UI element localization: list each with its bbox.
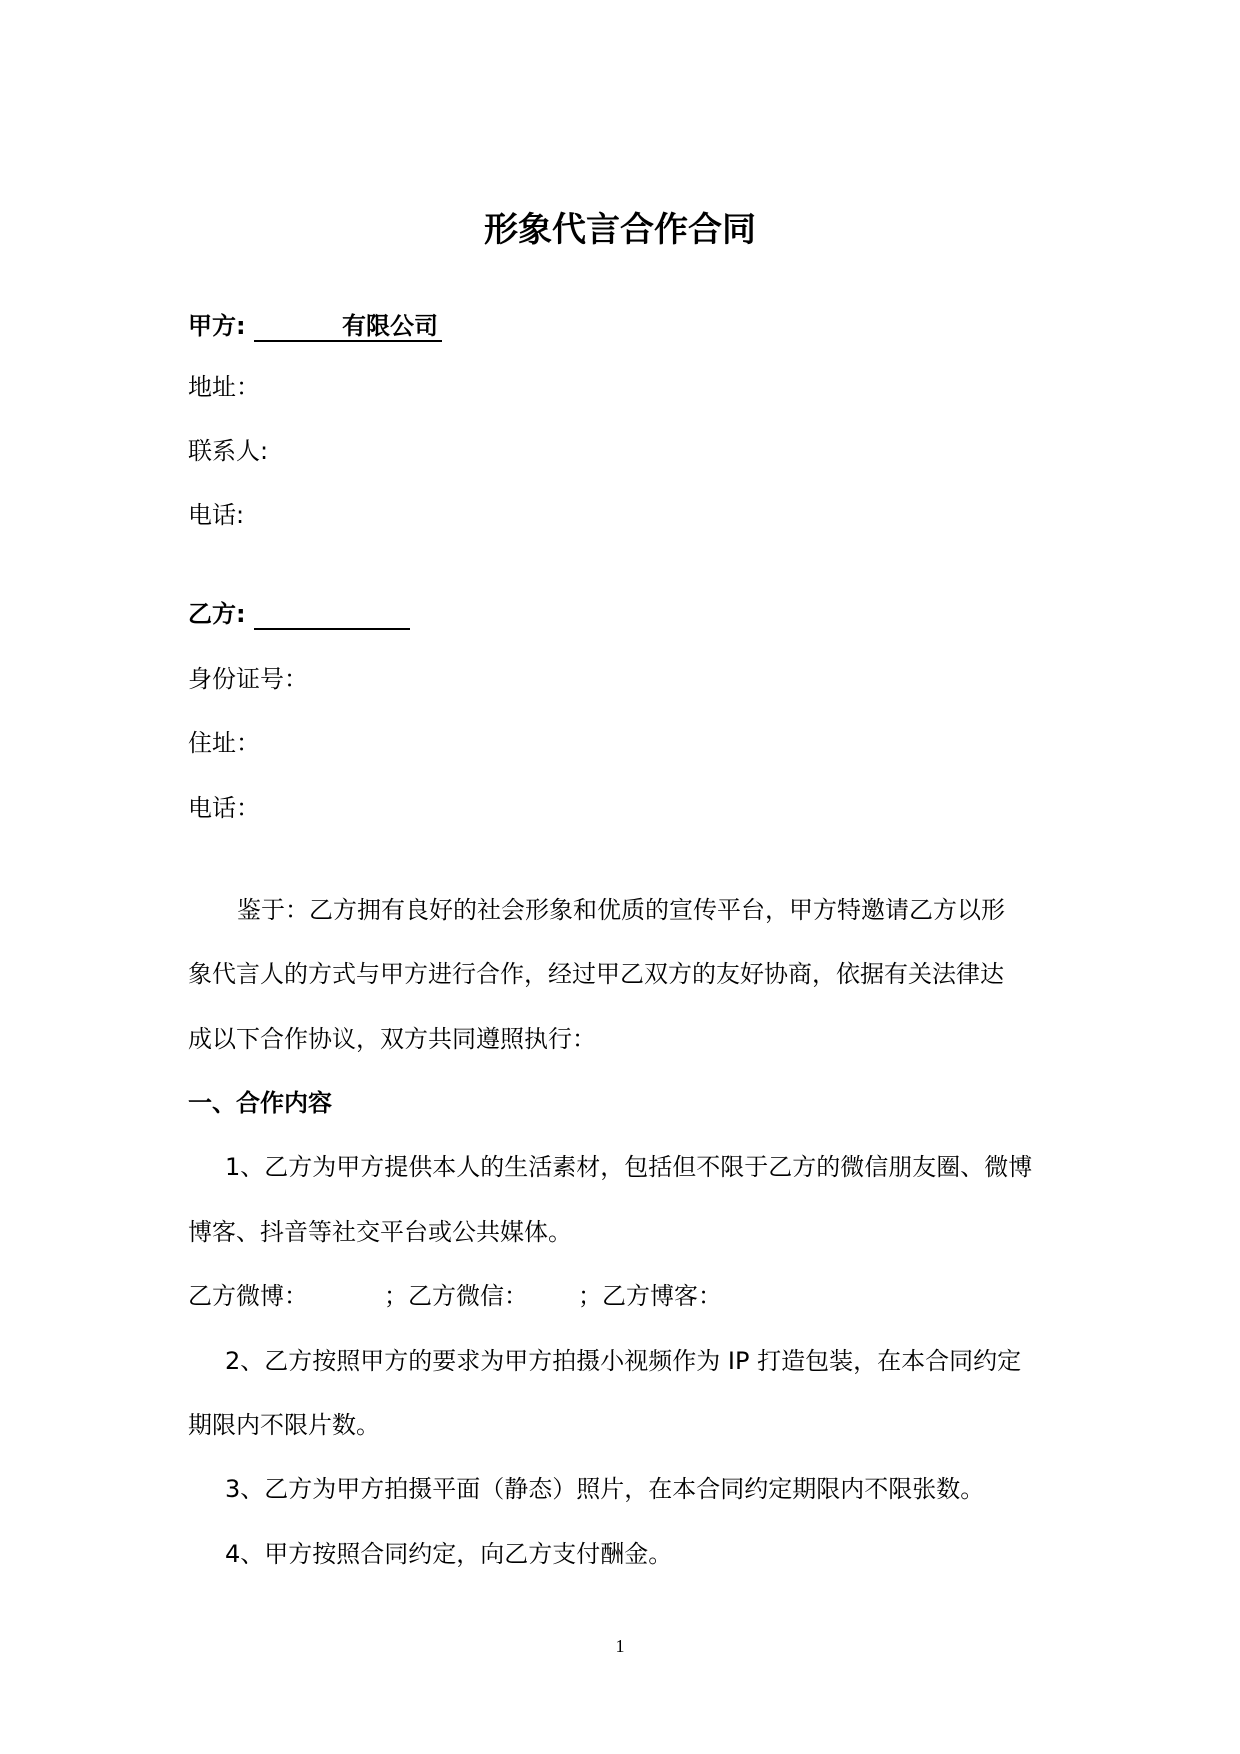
party-a-phone-label: 电话:: [188, 501, 245, 529]
item-2-line-2: 期限内不限片数。: [188, 1411, 380, 1439]
item-3: 3、乙方为甲方拍摄平面（静态）照片，在本合同约定期限内不限张数。: [225, 1475, 985, 1503]
party-b-phone-label: 电话：: [188, 794, 260, 822]
party-b-residence-label: 住址：: [188, 729, 260, 757]
party-b-line: [188, 598, 410, 630]
weibo-label: 乙方微博：: [188, 1282, 308, 1310]
section-1-heading: 一、合作内容: [188, 1089, 332, 1117]
wechat-label: ；乙方微信：: [384, 1282, 528, 1310]
party-b-label: 乙方:: [188, 600, 246, 628]
item-1-line-1: 1、乙方为甲方提供本人的生活素材，包括但不限于乙方的微信朋友圈、微博: [225, 1153, 1033, 1181]
item-2-line-1: 2、乙方按照甲方的要求为甲方拍摄小视频作为 IP 打造包装，在本合同约定: [225, 1347, 1022, 1375]
party-a-label: 甲方:: [188, 312, 246, 340]
party-a-contact-label: 联系人:: [188, 437, 269, 465]
item-1-line-2: 博客、抖音等社交平台或公共媒体。: [188, 1218, 572, 1246]
party-b-name-blank: [254, 602, 410, 630]
preamble-line-1: 鉴于：乙方拥有良好的社会形象和优质的宣传平台，甲方特邀请乙方以形: [237, 896, 1005, 924]
blog-label: ；乙方博客：: [578, 1282, 722, 1310]
party-a-company: 有限公司: [254, 312, 442, 342]
item-4: 4、甲方按照合同约定，向乙方支付酬金。: [225, 1540, 673, 1568]
page-number: 1: [615, 1636, 625, 1656]
document-title: 形象代言合作合同: [484, 210, 756, 250]
accounts-line: [188, 1280, 722, 1312]
preamble-line-3: 成以下合作协议，双方共同遵照执行：: [188, 1025, 596, 1053]
party-a-address-label: 地址：: [188, 373, 260, 401]
party-a-line: [188, 310, 442, 342]
preamble-line-2: 象代言人的方式与甲方进行合作，经过甲乙双方的友好协商，依据有关法律达: [188, 960, 1004, 988]
party-b-id-label: 身份证号：: [188, 665, 308, 693]
